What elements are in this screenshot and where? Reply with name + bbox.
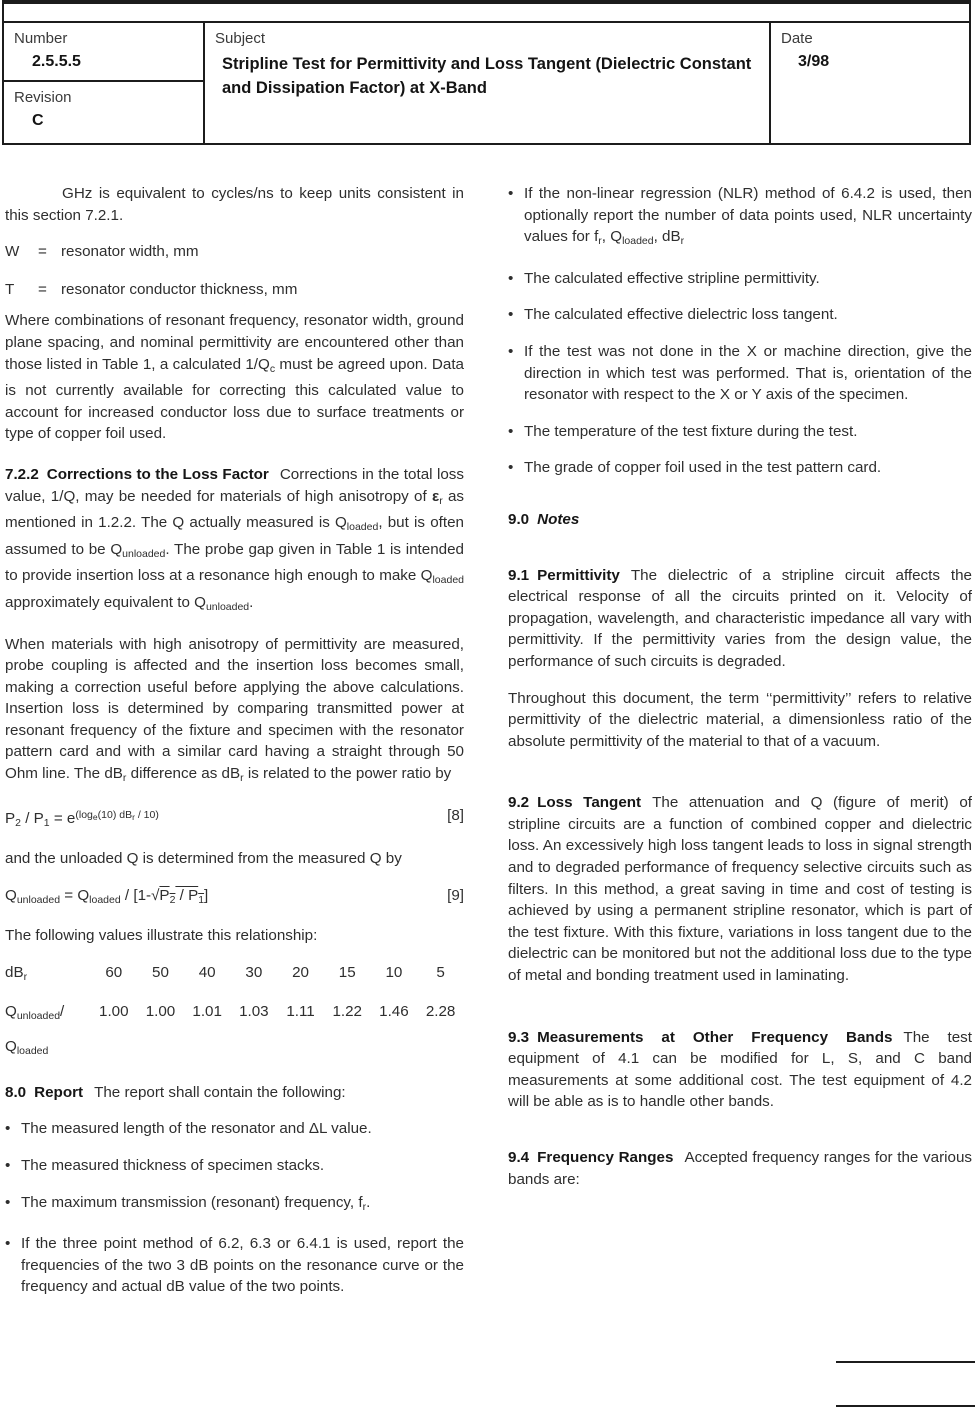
dbr-value: 10 [385,964,403,982]
section-9-2 [508,792,972,986]
section-9-0 [508,509,972,531]
right-column [508,183,972,1313]
equation-8 [5,805,464,835]
revision-value: C [32,112,44,129]
q-ratio-table [5,962,464,1063]
footnote-rule-top [836,1361,975,1363]
section-9-1-title: Permittivity [537,566,620,584]
section-9-3-number: 9.3 [508,1028,530,1046]
report-bullet-6: • The calculated effective stripline permittivity. [508,268,972,290]
report-bullet-8: • If the test was not done in the X or machine direction, give the direction in which test was performed. That is, orientation of the resonator with respect to the X or Y axis of the specimen. [508,341,972,406]
section-8-0-number: 8.0 [5,1083,27,1101]
dbr-value: 20 [292,964,309,982]
para-throughout: Throughout this document, the term ‘‘permittivity’’ refers to relative permittivity of the dielectric material, a dimensionless ratio of the absolute permittivity of the material to that of a vacuum. [508,689,972,750]
q-loaded-label: $Q_{loaded}$ [5,1038,49,1058]
date-value: 3/98 [798,53,830,70]
section-9-1-number: 9.1 [508,566,530,584]
header-number-cell [4,23,203,82]
section-9-4-title: Frequency Ranges [537,1149,674,1166]
definition-w-equals: = [38,243,47,261]
section-9-2-number: 9.2 [508,794,530,812]
definition-t [5,279,464,301]
q-ratio-label [5,1001,90,1063]
section-9-1-body: The dielectric of a stripline circuit affects the electrical response of all the circuits printed on it. Velocity of propagation, wavelength, and characteristic impedance all vary with permittivity. If the permittivity varies from the design value, the performance of such circuits is degraded. [508,566,972,670]
section-9-4-number: 9.4 [508,1149,530,1166]
report-bullet-list-continued [508,183,972,479]
dbr-value: 40 [198,964,216,982]
ratio-value: 1.46 [379,1002,409,1020]
definition-t-text: resonator conductor thickness, mm [61,280,298,298]
q-ratio-table-row-ratio [5,1001,464,1063]
section-9-3 [508,1027,972,1113]
ratio-value: 1.11 [286,1002,315,1020]
report-bullet-2: • The measured thickness of specimen stacks. [5,1155,464,1177]
number-value: 2.5.5.5 [32,53,81,70]
para-where-combinations: Where combinations of resonant frequency, resonator width, ground plane spacing, and nominal permittivity are encountered other than those listed in Table 1, a calculated $1/Q_c$ must be agreed upon. Data is not currently available for correcting this calculated value to account for increased conductor loss due to surface treatments or type of copper foil used. [5,312,464,443]
ratio-value: 2.28 [425,1002,456,1020]
ratio-value: 1.01 [192,1002,222,1020]
para-unloaded-q: and the unloaded Q is determined from the measured Q by [5,850,402,868]
dbr-value: 15 [338,964,356,982]
section-9-3-body: The test equipment of 4.1 can be modified for L, S, and C band measurements at some additional cost. The test equipment of 4.2 will be able as is to handle other bands. [508,1028,972,1111]
section-9-4-body: Accepted frequency ranges for the various bands are: [508,1149,972,1188]
q-unloaded-label: $Q_{unloaded}/$ [5,1002,65,1022]
ratio-value: 1.00 [145,1002,176,1020]
dbr-value: 5 [436,964,445,982]
section-9-0-number: 9.0 [508,510,530,528]
equation-9-ref: [9] [447,886,464,904]
equation-9 [5,885,464,912]
section-8-0-title: Report [34,1083,84,1101]
section-7-2-2-title: Corrections to the Loss Factor [46,465,269,483]
section-7-2-2-number: 7.2.2 [5,465,39,483]
para-ghz-units: GHz is equivalent to cycles/ns to keep units consistent in this section 7.2.1. [5,185,464,224]
left-column [5,183,464,1313]
report-bullet-7: • The calculated effective dielectric loss tangent. [508,304,972,326]
section-7-2-2 [5,464,464,619]
ratio-value: 1.03 [239,1002,269,1020]
definition-w-symbol: W [5,243,20,261]
section-9-2-title: Loss Tangent [537,794,642,812]
number-label: Number [14,30,68,47]
section-9-2-body: The attenuation and Q (figure of merit) of stripline circuits are a function of combined copper and dielectric loss. An excessively high loss tangent leads to loss in signal strength and to degraded performance of frequency selective circuits such as filters. In this method, a great saving in time and cost of testing is achieved by using a permanent stripline resonator, which is part of the test fixture. With this fixture, variations in loss tangent due to the dielectric can be monitored but not the additional loss due to the type of metal and bonding treatment used in laminating. [508,794,972,985]
document-body [5,183,972,1313]
header-number-revision-cell [4,23,205,143]
equation-8-formula: $P_2 / P_1 = e^{(log_e(10) dB_r / 10)}$ [5,808,159,829]
report-bullet-list [5,1118,464,1298]
section-8-0-body: The report shall contain the following: [94,1083,346,1101]
definition-w [5,241,464,263]
definition-w-text: resonator width, mm [61,243,199,261]
dbr-value: 30 [245,964,263,982]
header-table [2,23,971,145]
subject-value: Stripline Test for Permittivity and Loss Tangent (Dielectric Constant and Dissipation Factor) at X-Band [222,55,752,97]
date-label: Date [781,30,813,47]
definition-t-symbol: T [5,280,15,298]
equation-9-formula: $Q_{unloaded} = Q_{loaded} / [1-√P_2 / P_1]$ [5,886,209,906]
report-bullet-1: • The measured length of the resonator and ΔL value. [5,1118,464,1140]
header-revision-cell [4,82,203,143]
equation-8-ref: [8] [447,806,464,824]
report-bullet-3: • The maximum transmission (resonant) frequency, $f_r$. [5,1192,464,1219]
report-bullet-4: • If the three point method of 6.2, 6.3 or 6.4.1 is used, report the frequencies of the two 3 dB points on the resonance curve or the frequency and actual dB value of the two points. [5,1233,464,1298]
section-9-3-title: Measurements at Other Frequency Bands [537,1028,893,1046]
header-top-strip [2,0,971,23]
q-ratio-dbr-label: $dB_r$ [5,964,28,984]
section-9-1 [508,565,972,673]
report-bullet-10: • The grade of copper foil used in the test pattern card. [508,457,972,479]
header-subject-cell [205,23,771,143]
ratio-value: 1.22 [332,1002,362,1020]
subject-label: Subject [215,30,266,47]
section-7-2-2-body: Corrections in the total loss value, 1/Q, may be needed for materials of high anisotropy of $\varepsilon_r$ as mentioned in 1.2.2. The Q actually measured is $Q_{loaded}$, but is often assumed to be $Q_{unloaded}$. The probe gap given in Table 1 is intended to provide insertion loss at a resonance high enough to make $Q_{loaded}$ approximately equivalent to $Q_{unloaded}$. [5,465,465,613]
ratio-value: 1.00 [99,1002,129,1020]
revision-label: Revision [14,89,72,106]
section-8-0 [5,1082,464,1104]
footnote-rule-bottom [836,1405,975,1407]
q-ratio-table-row-dbr [5,962,464,989]
section-9-0-title: Notes [537,510,580,528]
definition-t-equals: = [38,280,47,298]
dbr-value: 50 [152,964,169,982]
report-bullet-5: • If the non-linear regression (NLR) method of 6.4.2 is used, then optionally report the number of data points used, NLR uncertainty values for $f_r$, $Q_{loaded}$, $dB_r$ [508,183,972,253]
header-date-cell [771,23,969,143]
report-bullet-9: • The temperature of the test fixture during the test. [508,421,972,443]
dbr-value: 60 [105,964,123,982]
para-when-materials: When materials with high anisotropy of permittivity are measured, probe coupling is affected and the insertion loss becomes small, making a correction useful before applying the above calculations. Insertion loss is determined by comparing transmitted power at resonant frequency of the fixture and specimen with the resonator pattern card and with a similar card having a straight through 50 Ohm line. The $dB_r$ difference as $dB_r$ is related to the power ratio by [5,635,464,785]
para-following-values: The following values illustrate this relationship: [5,927,318,945]
section-9-4 [508,1147,972,1190]
